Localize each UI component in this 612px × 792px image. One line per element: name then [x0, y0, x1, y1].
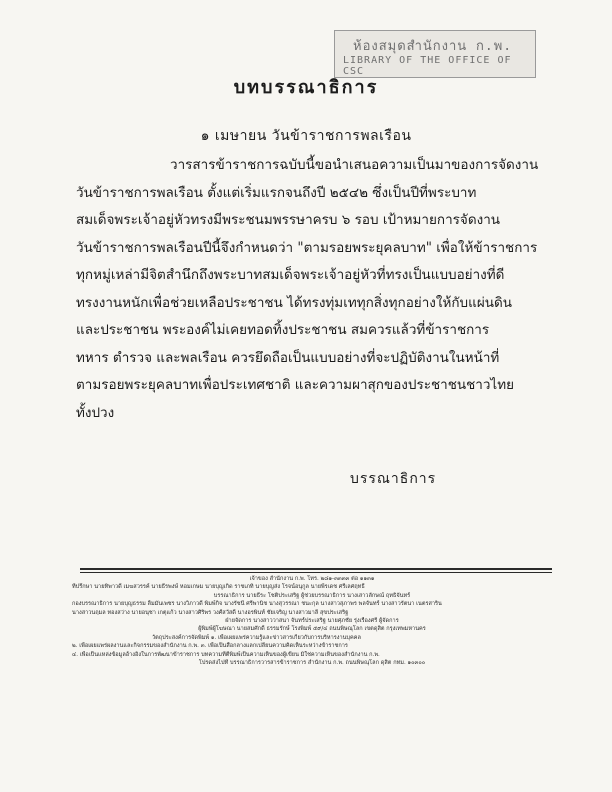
- body-line: ตามรอยพระยุคลบาทเพื่อประเทศชาติ และความผาสุกของประชาชนชาวไทย: [76, 377, 515, 393]
- colophon-line: กองบรรณาธิการ นายบุญธรรม ลิ้มมั่นเพชร นางวิภาวดี พิมพ์กิจ นางรัชนี ศรีพานิช นางสุวรรณา ชนะกุล นางสาวสุภาพร พลจันทร์ นางสาวรัตนา เนตรสาริน: [72, 601, 442, 608]
- colophon-line: วัตถุประสงค์การจัดพิมพ์ ๑. เพื่อเผยแพร่ความรู้และข่าวสารเกี่ยวกับการบริหารงานบุคคล: [152, 634, 361, 641]
- body-line: ทุกหมู่เหล่ามีจิตสำนึกถึงพระบาทสมเด็จพระเจ้าอยู่หัวที่ทรงเป็นแบบอย่างที่ดี: [76, 267, 505, 283]
- colophon-line: นางสาวนฤมล ทองสว่าง นายอนุชา เกตุแก้ว นางสาวศิริพร วงศ์สวัสดิ์ นางอรพินท์ ชัยเจริญ นางสาวมาลี สุขประเสริฐ: [72, 609, 349, 616]
- body-line: ทั้งปวง: [76, 404, 115, 421]
- colophon-line: บรรณาธิการ นายธีระ โชติประเสริฐ ผู้ช่วยบรรณาธิการ นางเสาวลักษณ์ ฤทธิจันทร์: [213, 592, 411, 599]
- footer-divider-thin: [80, 572, 552, 573]
- colophon-line: โปรดส่งไปที่ บรรณาธิการวารสารข้าราชการ สำนักงาน ก.พ. ถนนพิษณุโลก ดุสิต กทม. ๑๐๓๐๐: [198, 659, 426, 666]
- body-line: วันข้าราชการพลเรือน ตั้งแต่เริ่มแรกจนถึงปี ๒๕๔๒ ซึ่งเป็นปีที่พระบาท: [76, 184, 477, 201]
- body-line: วันข้าราชการพลเรือนปีนี้จึงกำหนดว่า "ตามรอยพระยุคลบาท" เพื่อให้ข้าราชการ: [76, 239, 538, 256]
- body-line: ทรงงานหนักเพื่อช่วยเหลือประชาชน ได้ทรงทุ่มเททุกสิ่งทุกอย่างให้กับแผ่นดิน: [76, 294, 512, 311]
- colophon-line: ๒. เพื่อเผยแพร่ผลงานและกิจกรรมของสำนักงาน ก.พ. ๓. เพื่อเป็นสื่อกลางแลกเปลี่ยนความคิดเห็นระหว่างข้าราชการ: [72, 643, 348, 650]
- colophon-line: ผู้พิมพ์ผู้โฆษณา นายสมศักดิ์ ธรรมรักษ์ โรงพิมพ์ ๕๙/๔ ถนนพิษณุโลก เขตดุสิต กรุงเทพมหานคร: [198, 626, 426, 633]
- stamp-english-text: LIBRARY OF THE OFFICE OF CSC: [343, 55, 512, 77]
- footer-divider: [80, 568, 552, 570]
- colophon-line: ๔. เพื่อเป็นแหล่งข้อมูลอ้างอิงในการพัฒนาข้าราชการ บทความที่ตีพิมพ์เป็นความเห็นของผู้เขียน มิใช่ความเห็นของสำนักงาน ก.พ.: [72, 651, 380, 658]
- editor-signature: บรรณาธิการ: [350, 471, 437, 487]
- page-title: บทบรรณาธิการ: [233, 77, 379, 98]
- colophon-line: ฝ่ายจัดการ นางสาววาสนา จันทร์ประเสริฐ นายศุภชัย รุ่งเรืองศรี ผู้จัดการ: [225, 617, 399, 624]
- editorial-body: [76, 152, 539, 427]
- body-line: และประชาชน พระองค์ไม่เคยทอดทิ้งประชาชน สมควรแล้วที่ข้าราชการ: [76, 322, 490, 338]
- body-line: สมเด็จพระเจ้าอยู่หัวทรงมีพระชนมพรรษาครบ ๖ รอบ เป้าหมายการจัดงาน: [76, 212, 501, 228]
- colophon: [72, 575, 552, 667]
- date-heading: ๑ เมษายน วันข้าราชการพลเรือน: [200, 128, 412, 144]
- colophon-line: ที่ปรึกษา นายทิพาวดี เมฆสวรรค์ นายธีรพงษ์ หอมเกษม นายบุญเกิด ราชเภทิ นายบุญส่ง โรจน์อนุกูล นายพีรเดช ศรีเลศฤทธิ์: [72, 584, 365, 591]
- body-line: ทหาร ตำรวจ และพลเรือน ควรยึดถือเป็นแบบอย่างที่จะปฏิบัติงานในหน้าที่: [76, 349, 500, 366]
- stamp-thai-text: ห้องสมุดสำนักงาน ก.พ.: [353, 39, 513, 54]
- colophon-line: เจ้าของ สำนักงาน ก.พ. โทร. ๒๘๑-๓๓๓๓ ต่อ ๑๑๓๑: [249, 576, 375, 582]
- body-line: วารสารข้าราชการฉบับนี้ขอนำเสนอความเป็นมาของการจัดงาน: [170, 157, 539, 173]
- library-stamp: [334, 30, 536, 78]
